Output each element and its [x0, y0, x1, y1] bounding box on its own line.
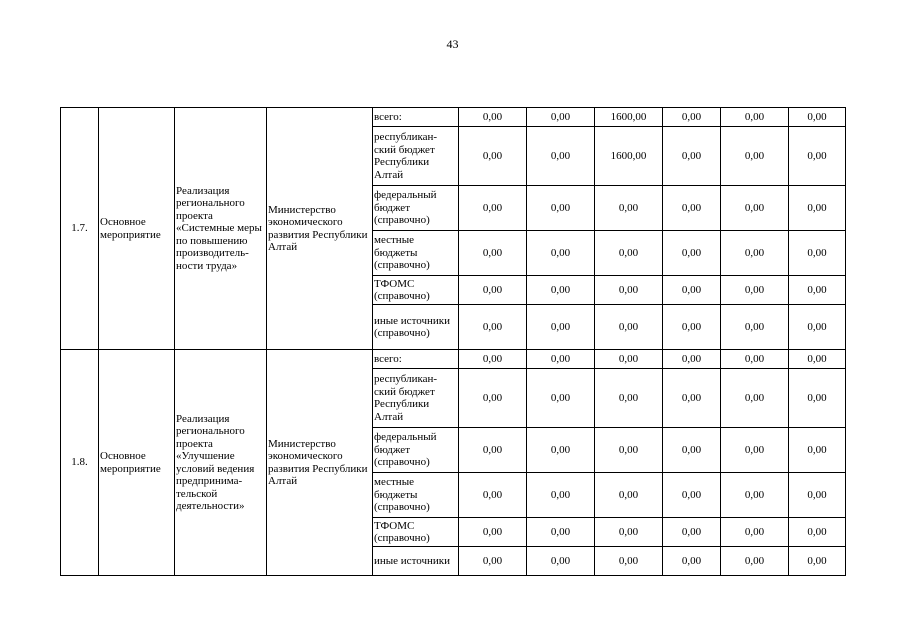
amount-cell: 0,00 [789, 369, 846, 428]
amount-cell: 0,00 [789, 127, 846, 186]
funding-source: ТФОМС (справочно) [373, 276, 459, 305]
amount-cell: 0,00 [663, 127, 721, 186]
amount-cell: 0,00 [459, 350, 527, 369]
section-number: 1.7. [61, 108, 99, 350]
amount-cell: 0,00 [721, 350, 789, 369]
amount-cell: 0,00 [459, 231, 527, 276]
amount-cell: 0,00 [595, 305, 663, 350]
amount-cell: 0,00 [527, 186, 595, 231]
amount-cell: 0,00 [789, 305, 846, 350]
amount-cell: 0,00 [527, 108, 595, 127]
amount-cell: 0,00 [721, 473, 789, 518]
section-description: Реализация регионального проекта «Системные меры по повышению производитель-ности труда» [175, 108, 267, 350]
amount-cell: 0,00 [789, 473, 846, 518]
section-type: Основное мероприятие [99, 108, 175, 350]
amount-cell: 0,00 [789, 518, 846, 547]
section-number: 1.8. [61, 350, 99, 576]
amount-cell: 0,00 [663, 428, 721, 473]
amount-cell: 0,00 [663, 305, 721, 350]
amount-cell: 0,00 [527, 518, 595, 547]
amount-cell: 0,00 [527, 350, 595, 369]
table-row [61, 350, 846, 369]
amount-cell: 0,00 [459, 186, 527, 231]
amount-cell: 0,00 [459, 428, 527, 473]
amount-cell: 0,00 [721, 428, 789, 473]
funding-source: ТФОМС (справочно) [373, 518, 459, 547]
funding-source: иные источники [373, 547, 459, 576]
funding-source: республикан-ский бюджет Республики Алтай [373, 369, 459, 428]
amount-cell: 0,00 [789, 108, 846, 127]
amount-cell: 0,00 [721, 369, 789, 428]
amount-cell: 0,00 [527, 547, 595, 576]
amount-cell: 0,00 [459, 547, 527, 576]
amount-cell: 0,00 [595, 428, 663, 473]
amount-cell: 0,00 [721, 108, 789, 127]
amount-cell: 0,00 [663, 547, 721, 576]
amount-cell: 0,00 [527, 305, 595, 350]
amount-cell: 0,00 [789, 231, 846, 276]
amount-cell: 0,00 [789, 186, 846, 231]
amount-cell: 0,00 [595, 276, 663, 305]
funding-source: республикан-ский бюджет Республики Алтай [373, 127, 459, 186]
funding-source: федеральный бюджет (справочно) [373, 428, 459, 473]
amount-cell: 0,00 [459, 108, 527, 127]
amount-cell: 0,00 [663, 108, 721, 127]
amount-cell: 0,00 [721, 127, 789, 186]
funding-source: федеральный бюджет (справочно) [373, 186, 459, 231]
amount-cell: 0,00 [721, 231, 789, 276]
table-body [61, 108, 846, 576]
budget-table [60, 107, 846, 576]
amount-cell: 0,00 [721, 186, 789, 231]
amount-cell: 1600,00 [595, 127, 663, 186]
amount-cell: 0,00 [789, 428, 846, 473]
amount-cell: 0,00 [459, 473, 527, 518]
amount-cell: 0,00 [527, 127, 595, 186]
amount-cell: 1600,00 [595, 108, 663, 127]
amount-cell: 0,00 [527, 473, 595, 518]
table-row [61, 108, 846, 127]
amount-cell: 0,00 [527, 276, 595, 305]
amount-cell: 0,00 [663, 186, 721, 231]
amount-cell: 0,00 [721, 518, 789, 547]
amount-cell: 0,00 [721, 305, 789, 350]
amount-cell: 0,00 [595, 369, 663, 428]
amount-cell: 0,00 [663, 518, 721, 547]
amount-cell: 0,00 [663, 350, 721, 369]
amount-cell: 0,00 [595, 186, 663, 231]
amount-cell: 0,00 [789, 350, 846, 369]
funding-source: всего: [373, 108, 459, 127]
amount-cell: 0,00 [459, 518, 527, 547]
amount-cell: 0,00 [789, 547, 846, 576]
funding-source: местные бюджеты (справочно) [373, 473, 459, 518]
amount-cell: 0,00 [663, 473, 721, 518]
amount-cell: 0,00 [663, 276, 721, 305]
amount-cell: 0,00 [459, 305, 527, 350]
amount-cell: 0,00 [459, 276, 527, 305]
funding-source: иные источники (справочно) [373, 305, 459, 350]
amount-cell: 0,00 [459, 127, 527, 186]
amount-cell: 0,00 [663, 231, 721, 276]
amount-cell: 0,00 [459, 369, 527, 428]
amount-cell: 0,00 [527, 369, 595, 428]
section-executor: Министерство экономического развития Республики Алтай [267, 108, 373, 350]
section-description: Реализация регионального проекта «Улучшение условий ведения предпринима-тельской деятельности» [175, 350, 267, 576]
amount-cell: 0,00 [721, 276, 789, 305]
amount-cell: 0,00 [595, 350, 663, 369]
section-type: Основное мероприятие [99, 350, 175, 576]
section-executor: Министерство экономического развития Республики Алтай [267, 350, 373, 576]
amount-cell: 0,00 [595, 473, 663, 518]
amount-cell: 0,00 [595, 547, 663, 576]
page-number: 43 [446, 37, 459, 51]
amount-cell: 0,00 [595, 518, 663, 547]
amount-cell: 0,00 [663, 369, 721, 428]
amount-cell: 0,00 [721, 547, 789, 576]
funding-source: местные бюджеты (справочно) [373, 231, 459, 276]
amount-cell: 0,00 [527, 231, 595, 276]
amount-cell: 0,00 [789, 276, 846, 305]
funding-source: всего: [373, 350, 459, 369]
amount-cell: 0,00 [527, 428, 595, 473]
amount-cell: 0,00 [595, 231, 663, 276]
